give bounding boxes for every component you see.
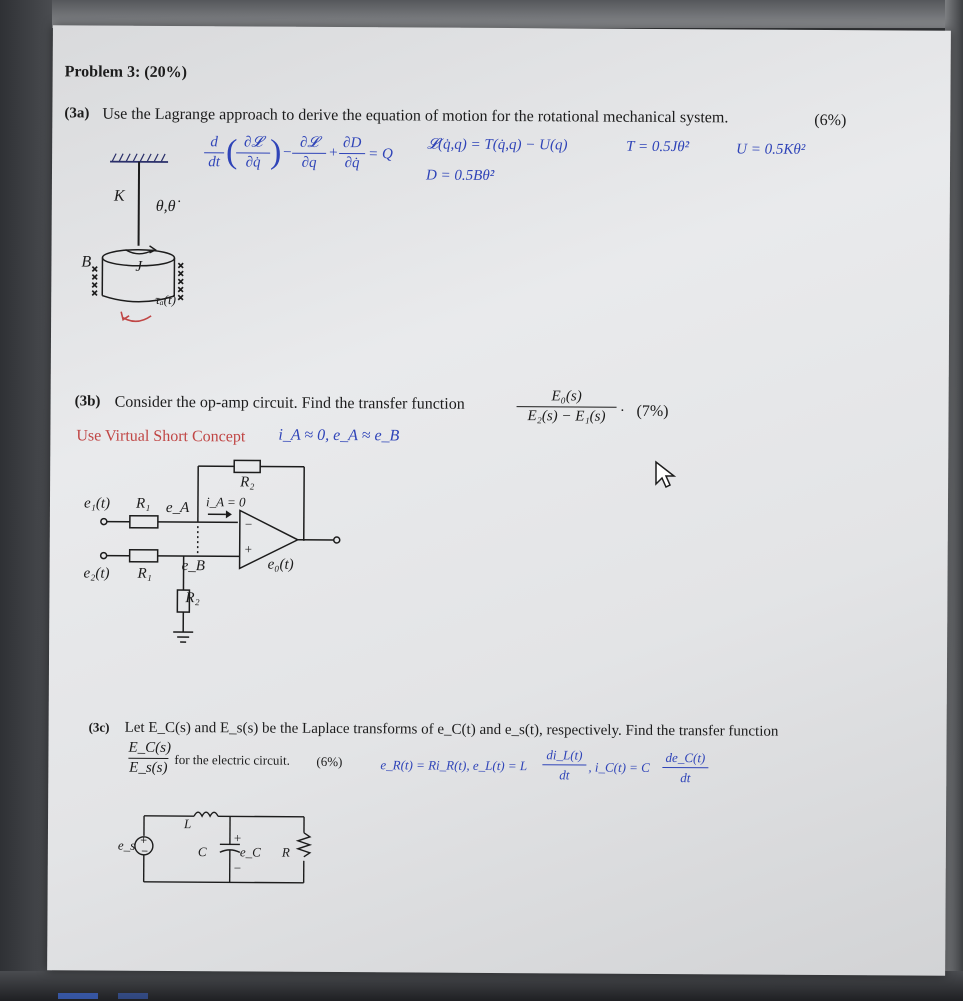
- dL-dqdot: ∂𝓛 ∂q̇: [236, 134, 270, 171]
- worksheet-page: [47, 25, 951, 975]
- taskbar-glint: [118, 993, 148, 999]
- lagrange-d-dt: d dt: [204, 134, 224, 171]
- opamp-inverting-sign: −: [244, 516, 253, 532]
- stiffness-label: K: [113, 187, 125, 205]
- resistor-R-label: R: [281, 844, 290, 860]
- opamp-R2-bottom-label: R₂: [185, 590, 200, 607]
- svg-text:×: ×: [177, 261, 185, 271]
- plus-sign: +: [328, 144, 339, 162]
- torque-label: τₐ(t): [155, 291, 177, 308]
- part-b-transfer-function: E₀(s) E₂(s) − E₁(s): [516, 388, 616, 426]
- resistor-inductor-relations: e_R(t) = Ri_R(t), e_L(t) = L: [380, 757, 528, 774]
- svg-text:×: ×: [91, 264, 99, 274]
- opamp-eB-label: e_B: [181, 558, 205, 575]
- virtual-short-conditions: i_A ≈ 0, e_A ≈ e_B: [278, 426, 400, 445]
- opamp-eA-label: e_A: [165, 499, 190, 517]
- capacitor-plus-sign: +: [233, 830, 242, 846]
- opamp-R1-bottom-label: R₁: [137, 565, 152, 582]
- right-paren: ): [270, 133, 282, 171]
- part-c-points: (6%): [316, 753, 343, 770]
- part-c-transfer-function: E_C(s) E_s(s): [128, 739, 172, 776]
- opamp-R1-top-label: R₁: [135, 495, 151, 512]
- opamp-noninverting-sign: +: [244, 541, 253, 557]
- svg-text:×: ×: [91, 288, 98, 298]
- capacitor-derivative: de_C(t) dt: [662, 749, 708, 786]
- capacitor-relation: , i_C(t) = C: [588, 759, 650, 775]
- svg-text:×: ×: [91, 280, 99, 290]
- photo-background-top: [0, 0, 963, 28]
- equals-Q: = Q: [368, 146, 393, 163]
- opamp-e2-label: e₂(t): [83, 565, 110, 582]
- part-a-points: (6%): [814, 111, 847, 130]
- svg-text:+: +: [139, 835, 148, 846]
- capacitor-minus-sign: −: [233, 860, 242, 876]
- dissipation-function: D = 0.5Bθ̇²: [425, 167, 495, 184]
- part-b-label: (3b): [74, 393, 101, 410]
- damping-label: B: [81, 253, 92, 271]
- inertia-label: J: [135, 258, 143, 275]
- svg-text:×: ×: [177, 269, 185, 279]
- op-amp-circuit: [79, 455, 340, 657]
- part-b-text: Consider the op-amp circuit. Find the transfer function: [114, 393, 465, 413]
- svg-text:×: ×: [177, 293, 184, 303]
- capacitor-voltage-label: e_C: [239, 844, 261, 860]
- part-b-period: .: [620, 398, 625, 415]
- kinetic-energy: T = 0.5Jθ̇²: [626, 138, 690, 156]
- angle-label: θ,θ̇: [155, 197, 176, 216]
- svg-text:×: ×: [177, 285, 185, 295]
- potential-energy: U = 0.5Kθ²: [736, 141, 806, 158]
- rlc-circuit: [134, 802, 335, 893]
- part-c-text: Let E_C(s) and E_s(s) be the Laplace transforms of e_C(t) and e_s(t), respectively. Find the transfer function: [124, 719, 779, 740]
- part-a-label: (3a): [64, 105, 90, 122]
- inductor-derivative: di_L(t) dt: [542, 746, 586, 783]
- minus-sign: −: [282, 144, 293, 161]
- dD-dqdot: ∂D ∂q̇: [339, 135, 365, 172]
- opamp-eo-label: e₀(t): [267, 556, 294, 573]
- taskbar-glint: [58, 993, 98, 999]
- mouse-cursor-icon: [654, 460, 680, 490]
- part-c-label: (3c): [88, 719, 110, 735]
- opamp-R2-top-label: R₂: [240, 474, 255, 491]
- left-paren: (: [226, 133, 238, 171]
- part-b-points: (7%): [636, 402, 669, 421]
- source-es-label: e_s: [117, 837, 136, 853]
- svg-text:×: ×: [177, 277, 185, 287]
- inductor-L-label: L: [183, 816, 192, 832]
- part-a-text: Use the Lagrange approach to derive the equation of motion for the rotational mechanical system.: [102, 105, 729, 127]
- capacitor-C-label: C: [197, 844, 207, 860]
- virtual-short-hint: Use Virtual Short Concept: [76, 427, 246, 446]
- opamp-e1-label: e₁(t): [83, 495, 111, 512]
- svg-text:×: ×: [91, 272, 99, 282]
- part-c-text-2: for the electric circuit.: [174, 752, 290, 768]
- svg-text:−: −: [140, 846, 149, 857]
- problem-title: Problem 3: (20%): [64, 63, 188, 82]
- photo-background-left: [0, 0, 52, 1001]
- dL-dq: ∂𝓛 ∂q: [292, 135, 326, 172]
- lagrangian-definition: 𝓛(q̇,q) = T(q̇,q) − U(q): [427, 136, 568, 154]
- opamp-iA-label: i_A = 0: [205, 494, 246, 510]
